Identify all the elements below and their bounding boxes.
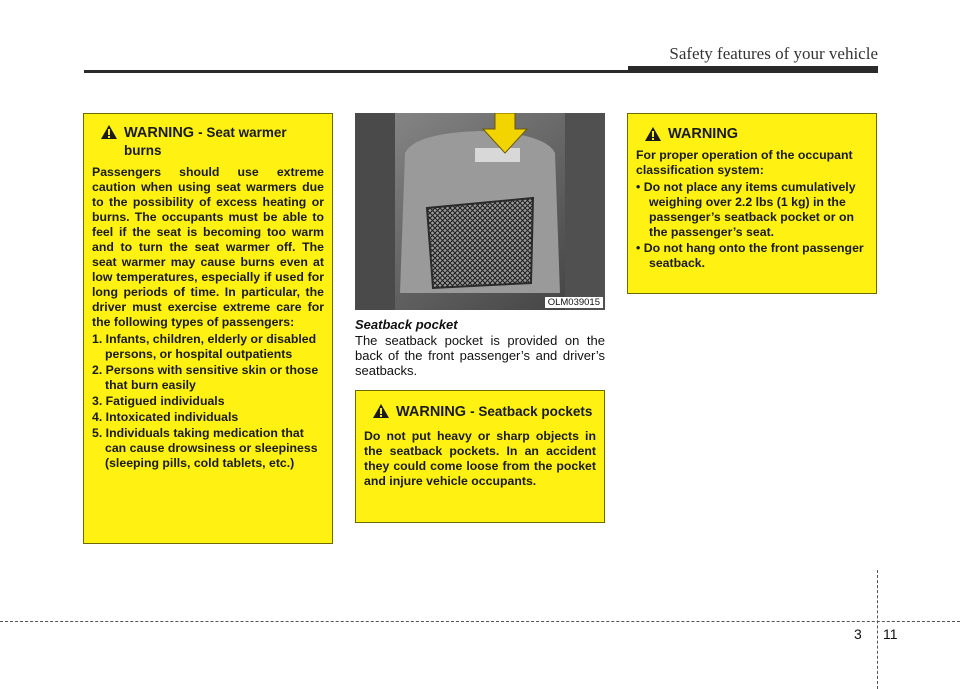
list-item: • Do not hang onto the front passenger seatback. xyxy=(636,241,864,270)
list-item: 5. Individuals taking medication that can cause drowsiness or sleepiness (sleeping pills, cold tablets, etc.) xyxy=(92,426,318,470)
warning-body: Do not put heavy or sharp objects in the seatback pockets. In an accident they could come loose from the pocket and injure vehicle occupants. xyxy=(364,429,596,488)
warning-heading xyxy=(636,126,868,143)
list-item: 1. Infants, children, elderly or disabled persons, or hospital outpatients xyxy=(92,332,317,361)
footer-divider xyxy=(877,570,878,689)
warning-triangle-icon xyxy=(644,126,662,142)
warning-heading xyxy=(92,124,324,160)
warning-intro: Passengers should use extreme caution when using seat warmers due to the possibility of excess heating or burns. The occupants must be able to feel if the seat is becoming too warm and to turn the seat warmer off. The seat warmer may cause burns even at low temperatures, especially if used for long periods of time. In particular, the driver must exercise extreme care for the following types of passengers: xyxy=(92,165,324,329)
seatback-description: The seatback pocket is provided on the back of the front passenger’s and driver’s seatbacks. xyxy=(355,333,605,378)
warning-title: WARNING xyxy=(668,126,739,142)
list-item: • Do not place any items cumulatively weighing over 2.2 lbs (1 kg) in the passenger’s seatback pocket or on the passenger’s seat. xyxy=(636,180,856,239)
list-item: 3. Fatigued individuals xyxy=(92,394,225,408)
footer-rule xyxy=(0,621,960,622)
bullet-list xyxy=(636,180,868,271)
warning-box-seat-warmer xyxy=(83,113,333,544)
list-item: 4. Intoxicated individuals xyxy=(92,410,239,424)
warning-subtitle: - Seatback pockets xyxy=(470,404,593,419)
warning-triangle-icon xyxy=(372,403,390,419)
page-number: 11 xyxy=(883,626,898,642)
header-rule-accent xyxy=(628,66,878,73)
warning-title: WARNING xyxy=(396,404,467,420)
warning-box-classification xyxy=(627,113,877,294)
seatback-pocket-photo xyxy=(355,113,605,310)
header-title: Safety features of your vehicle xyxy=(669,44,878,63)
warning-subtitle: - Seat warmer burns xyxy=(124,125,287,158)
warning-heading xyxy=(364,403,596,421)
seatback-illustration xyxy=(355,113,605,310)
seatback-caption: Seatback pocket xyxy=(355,317,458,332)
warning-title: WARNING xyxy=(124,125,195,141)
warning-triangle-icon xyxy=(100,124,118,140)
warning-box-seatback-pockets xyxy=(355,390,605,523)
section-number: 3 xyxy=(854,626,862,642)
passenger-list xyxy=(92,332,324,471)
figure-code: OLM039015 xyxy=(545,297,603,308)
warning-intro: For proper operation of the occupant classification system: xyxy=(636,148,853,177)
list-item: 2. Persons with sensitive skin or those that burn easily xyxy=(92,363,319,392)
